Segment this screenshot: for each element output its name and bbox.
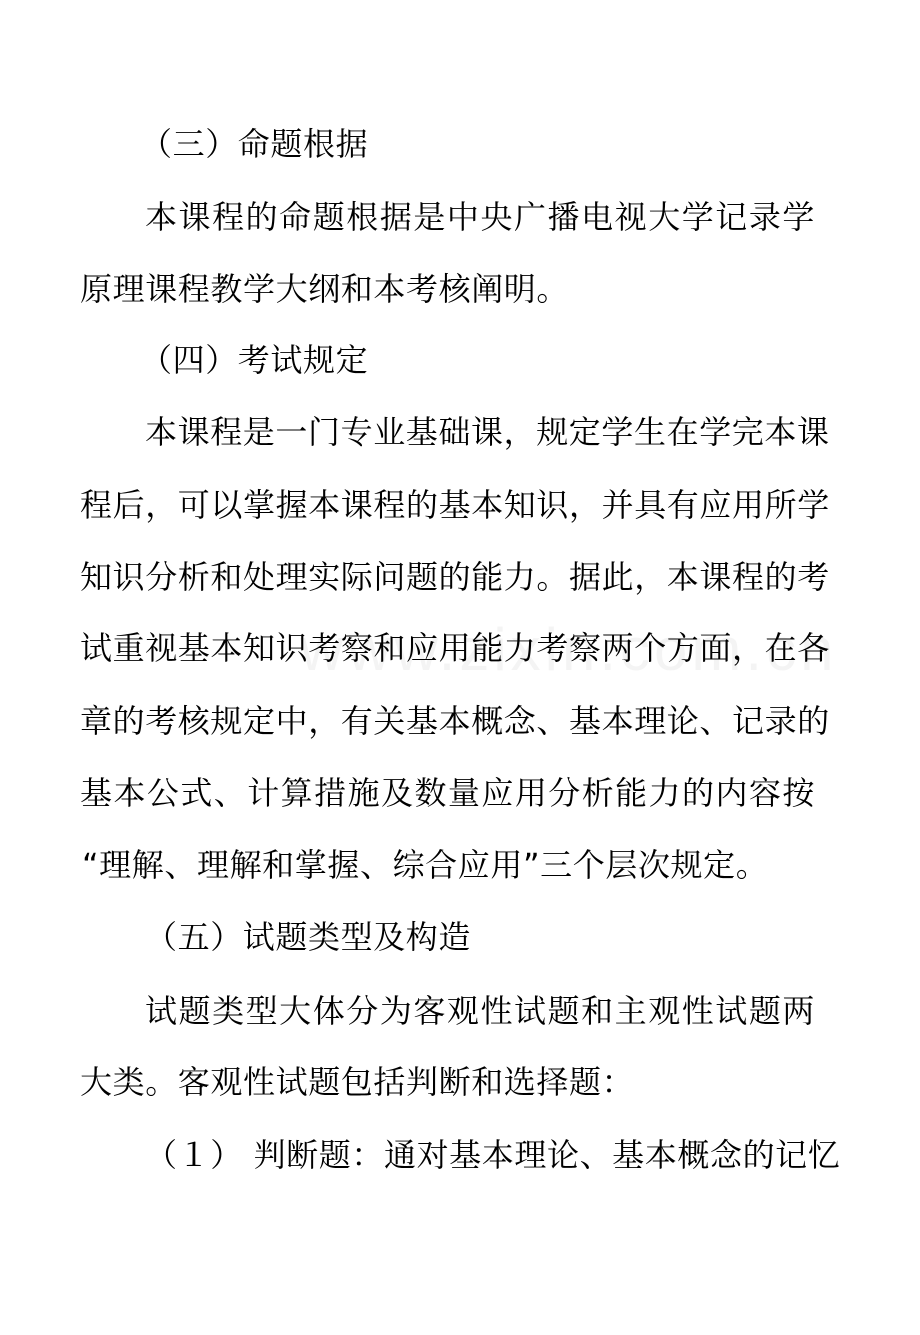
paragraph-line: 试题类型大体分为客观性试题和主观性试题两 bbox=[145, 992, 815, 1030]
paragraph-line: 本课程是一门专业基础课，规定学生在学完本课 bbox=[145, 413, 830, 451]
section-heading-5: （五）试题类型及构造 bbox=[145, 918, 472, 956]
paragraph-line: 大类。客观性试题包括判断和选择题： bbox=[80, 1063, 635, 1101]
paragraph-line: 原理课程教学大纲和本考核阐明。 bbox=[80, 270, 570, 308]
paragraph-line: 基本公式、计算措施及数量应用分析能力的内容按 bbox=[80, 774, 815, 812]
paragraph-line: 知识分析和处理实际问题的能力。据此，本课程的考 bbox=[80, 558, 830, 596]
paragraph-line: 程后，可以掌握本课程的基本知识，并具有应用所学 bbox=[80, 486, 830, 524]
section-heading-3: （三）命题根据 bbox=[140, 125, 369, 163]
paragraph-line: 试重视基本知识考察和应用能力考察两个方面，在各 bbox=[80, 629, 830, 667]
section-heading-4: （四）考试规定 bbox=[140, 341, 369, 379]
paragraph-line: 章的考核规定中，有关基本概念、基本理论、记录的 bbox=[80, 702, 830, 740]
paragraph-line: 本课程的命题根据是中央广播电视大学记录学 bbox=[145, 198, 815, 236]
list-item-1: （１） 判断题：通对基本理论、基本概念的记忆 bbox=[145, 1136, 841, 1174]
paragraph-line: “理解、理解和掌握、综合应用”三个层次规定。 bbox=[82, 846, 769, 884]
